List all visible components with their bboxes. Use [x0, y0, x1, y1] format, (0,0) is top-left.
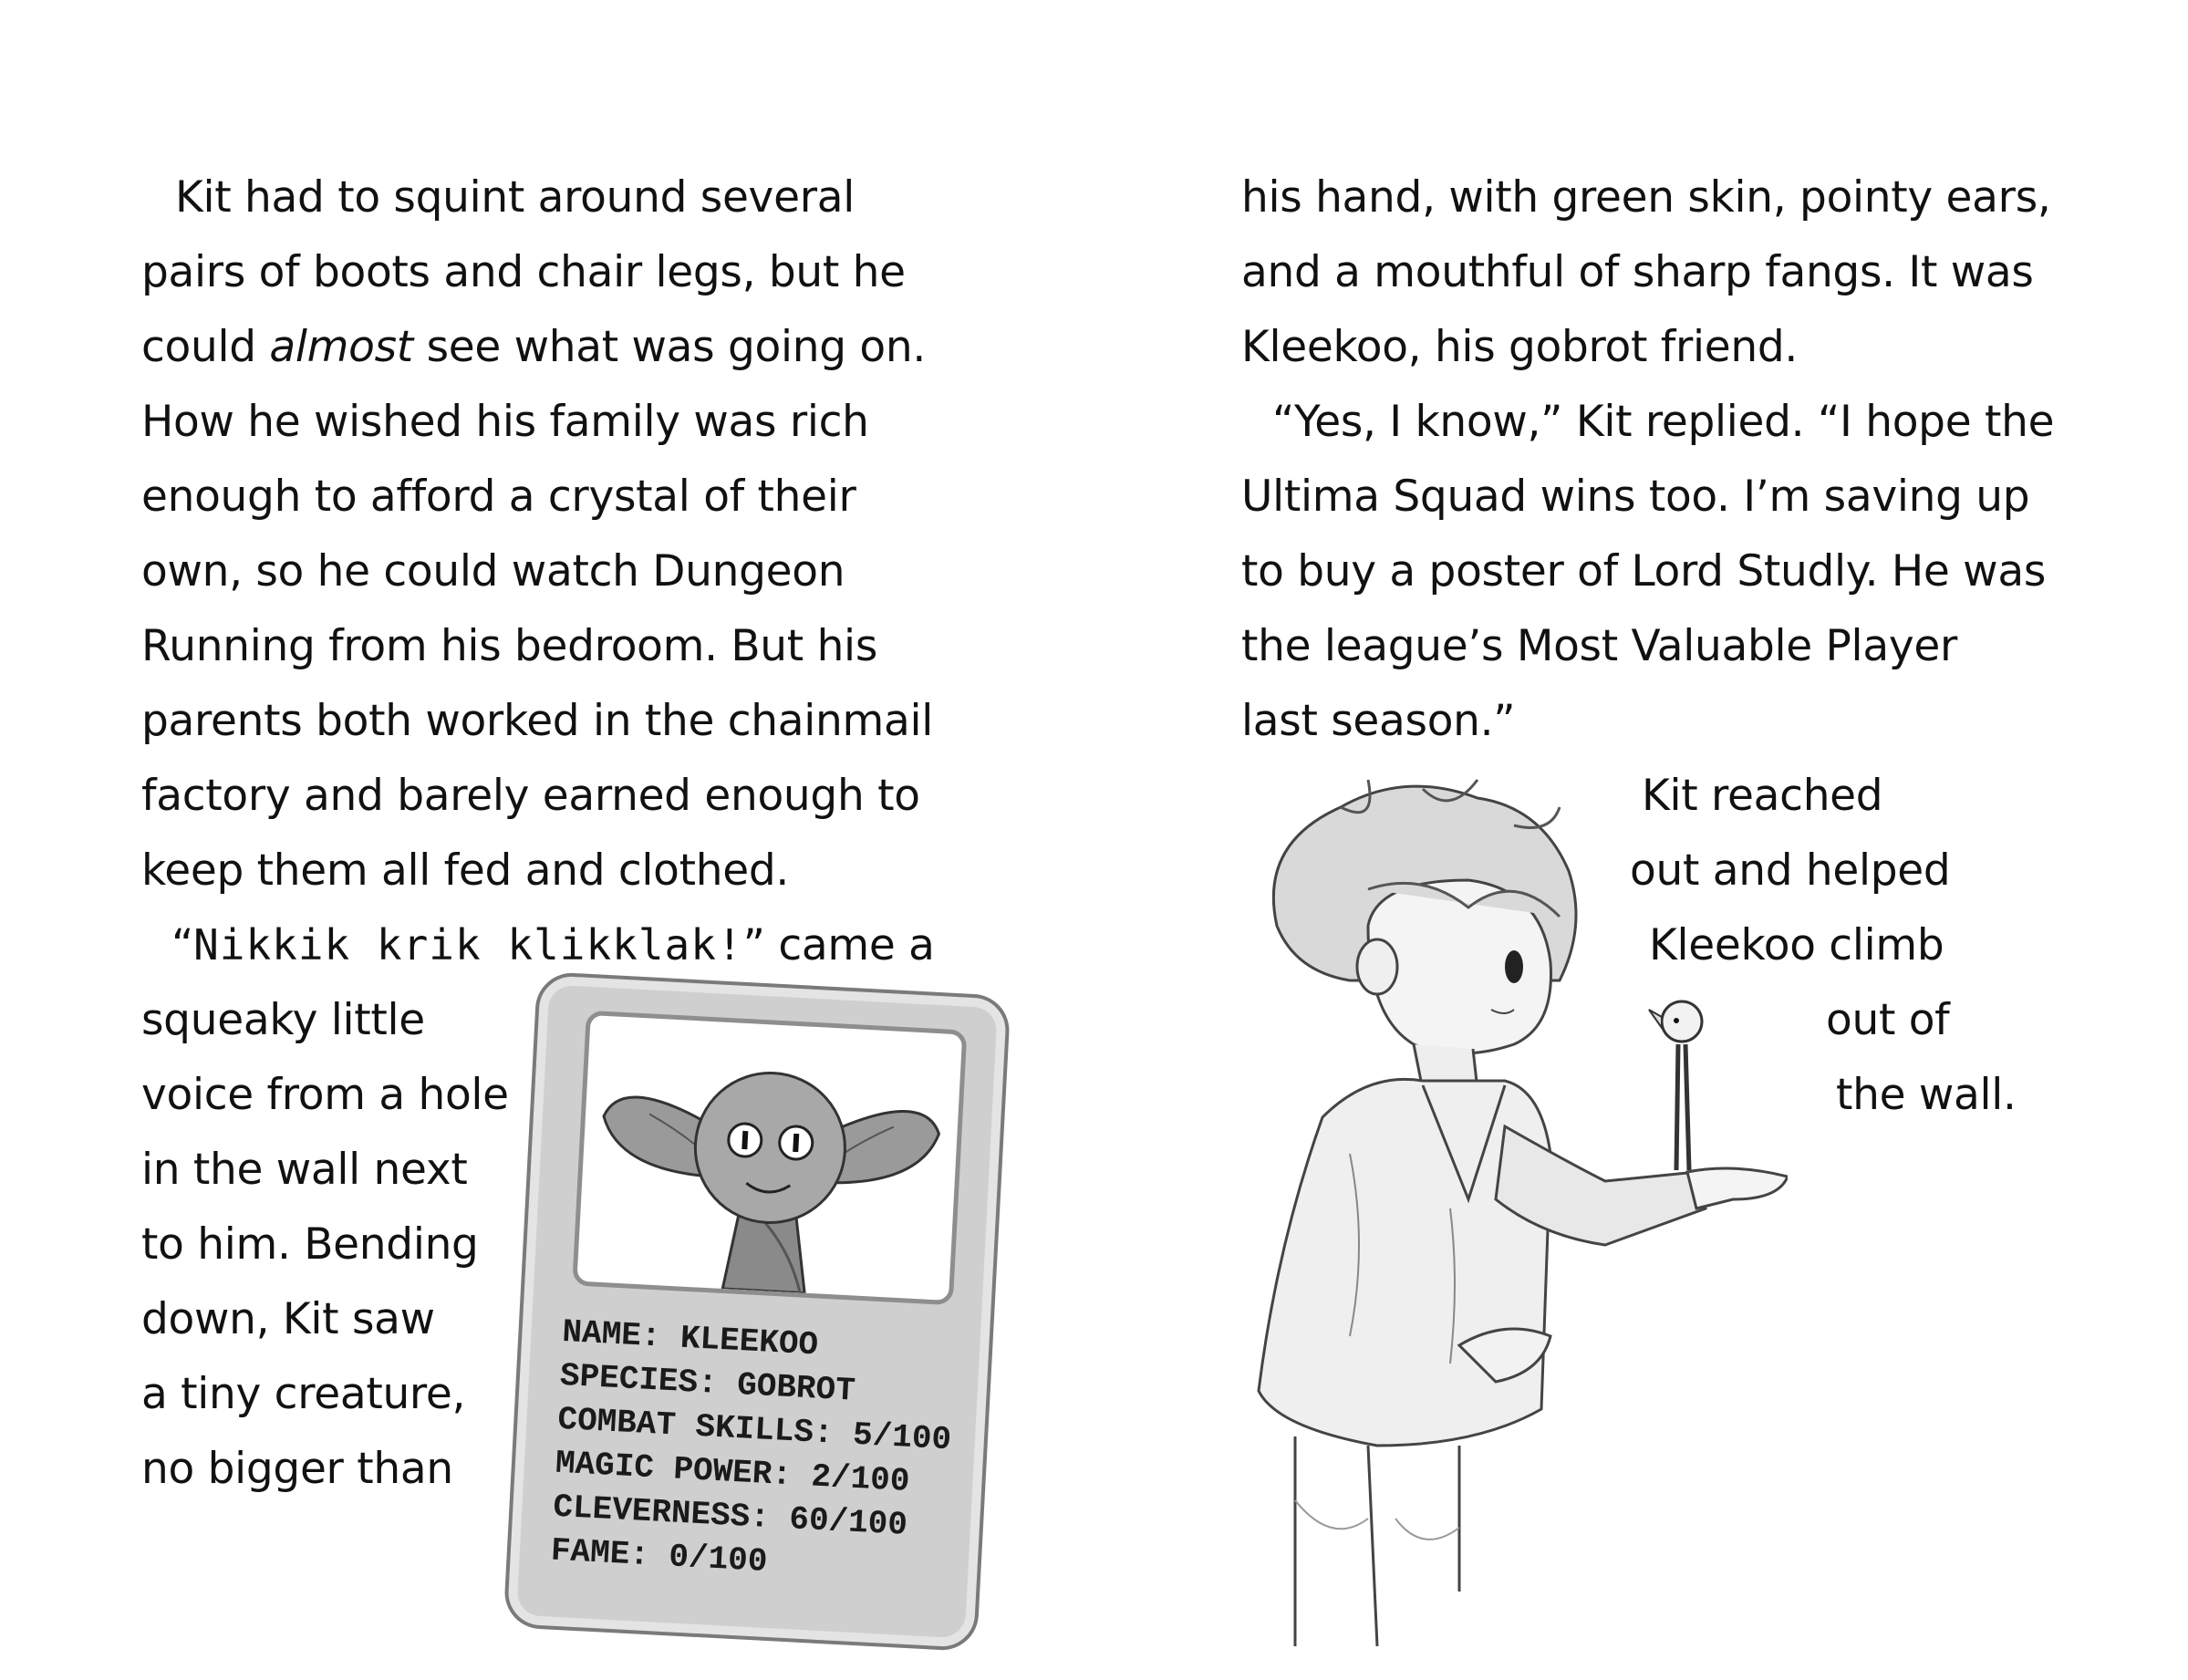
character-stat-card [503, 971, 1011, 1652]
text-fragment: ” came a [742, 920, 935, 970]
text-line: the wall. [1836, 1070, 2017, 1120]
text-line: Kit had to squint around several [175, 172, 855, 223]
text-line: Ultima Squad wins too. I’m saving up [1241, 472, 2030, 522]
text-line: to him. Bending [141, 1219, 479, 1270]
text-line: in the wall next [141, 1145, 468, 1195]
text-line: and a mouthful of sharp fangs. It was [1241, 247, 2034, 297]
text-line: Kit reached [1642, 771, 1883, 821]
text-line: pairs of boots and chair legs, but he [141, 247, 906, 297]
card-portrait [572, 1011, 967, 1305]
gobrot-portrait-illustration [576, 1015, 962, 1301]
text-line: to buy a poster of Lord Studly. He was [1241, 546, 2047, 596]
text-line: a tiny creature, [141, 1369, 466, 1419]
text-line: squeaky little [141, 995, 425, 1045]
text-line: his hand, with green skin, pointy ears, [1241, 172, 2051, 223]
text-line: How he wished his family was rich [141, 397, 869, 447]
text-line: the league’s Most Valuable Player [1241, 621, 1957, 671]
stat-cleverness: CLEVERNESS: 60/100 [552, 1488, 908, 1544]
text-line: down, Kit saw [141, 1294, 435, 1344]
text-line: out of [1826, 995, 1950, 1045]
stat-name: NAME: KLEEKOO [561, 1312, 820, 1364]
text-line [171, 920, 935, 970]
stat-combat-skills: COMBAT SKILLS: 5/100 [556, 1400, 953, 1459]
text-fragment: see what was going on. [412, 322, 926, 372]
text-line: Kleekoo climb [1649, 920, 1944, 970]
text-line [141, 322, 926, 372]
text-line: factory and barely earned enough to [141, 771, 920, 821]
boy-holding-gobrot-illustration [1240, 771, 1788, 1646]
text-line: voice from a hole [141, 1070, 509, 1120]
text-fragment: “ [171, 920, 194, 970]
card-stats [550, 1311, 964, 1594]
text-line: own, so he could watch Dungeon [141, 546, 845, 596]
text-line: enough to afford a crystal of their [141, 472, 856, 522]
stat-fame: FAME: 0/100 [549, 1531, 769, 1581]
emphasis-text: almost [269, 322, 413, 372]
text-line: Running from his bedroom. But his [141, 621, 878, 671]
text-line: Kleekoo, his gobrot friend. [1241, 322, 1799, 372]
text-line: keep them all fed and clothed. [141, 845, 790, 896]
text-fragment: could [141, 322, 270, 372]
stat-species: SPECIES: GOBROT [558, 1356, 856, 1410]
text-line: last season.” [1241, 696, 1516, 746]
text-line: no bigger than [141, 1444, 453, 1494]
text-line: out and helped [1630, 845, 1951, 896]
text-line: parents both worked in the chainmail [141, 696, 934, 746]
creature-speech: Nikkik krik klikklak! [193, 920, 743, 970]
text-line: “Yes, I know,” Kit replied. “I hope the [1272, 397, 2055, 447]
stat-magic-power: MAGIC POWER: 2/100 [554, 1444, 911, 1500]
